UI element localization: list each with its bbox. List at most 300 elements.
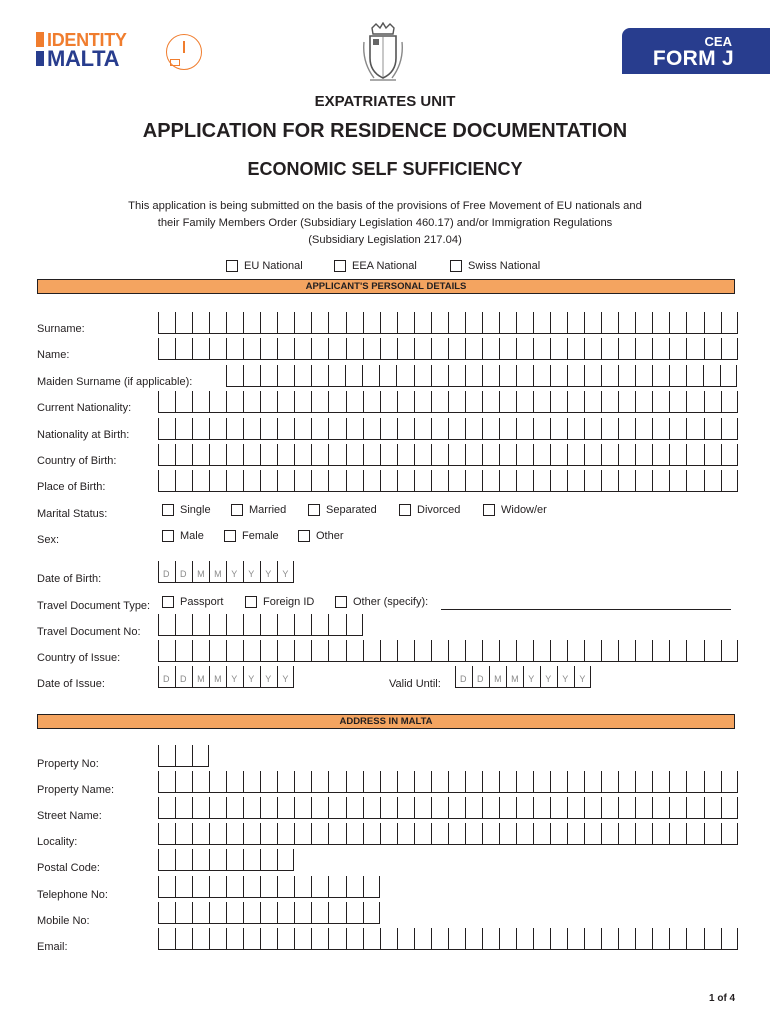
character-box[interactable] <box>516 771 533 793</box>
character-box[interactable] <box>533 444 550 466</box>
character-box[interactable] <box>192 771 209 793</box>
character-box[interactable] <box>704 640 721 662</box>
character-box[interactable] <box>465 470 482 492</box>
character-box[interactable] <box>209 876 226 898</box>
character-box[interactable] <box>431 391 448 413</box>
character-box[interactable] <box>243 902 260 924</box>
character-box[interactable] <box>175 614 192 636</box>
character-box[interactable] <box>294 470 311 492</box>
character-box[interactable] <box>721 640 738 662</box>
checkbox[interactable] <box>334 260 346 272</box>
character-box[interactable] <box>311 902 328 924</box>
character-box[interactable] <box>533 640 550 662</box>
character-box[interactable] <box>448 418 465 440</box>
character-box[interactable] <box>380 640 397 662</box>
character-box[interactable] <box>175 876 192 898</box>
character-box[interactable] <box>243 312 260 334</box>
checkbox[interactable] <box>162 596 174 608</box>
character-box[interactable] <box>431 444 448 466</box>
option-separated[interactable] <box>308 504 377 516</box>
character-box[interactable] <box>311 771 328 793</box>
character-box[interactable] <box>414 823 431 845</box>
character-box[interactable] <box>533 338 550 360</box>
character-box[interactable] <box>669 338 686 360</box>
character-box[interactable] <box>669 365 686 387</box>
checkbox[interactable] <box>245 596 257 608</box>
checkbox[interactable] <box>335 596 347 608</box>
option-female[interactable] <box>224 530 279 542</box>
character-box[interactable] <box>652 470 669 492</box>
character-box[interactable] <box>260 312 277 334</box>
character-box[interactable] <box>635 444 652 466</box>
character-box[interactable] <box>516 928 533 950</box>
character-box[interactable] <box>260 444 277 466</box>
character-box[interactable] <box>635 797 652 819</box>
character-box[interactable] <box>209 391 226 413</box>
character-box[interactable] <box>499 928 516 950</box>
character-box[interactable] <box>294 771 311 793</box>
character-box[interactable] <box>550 470 567 492</box>
character-box[interactable] <box>363 640 380 662</box>
name-input[interactable] <box>158 338 738 360</box>
character-box[interactable] <box>277 391 294 413</box>
option-single[interactable] <box>162 504 211 516</box>
character-box[interactable] <box>635 312 652 334</box>
date-digit-box[interactable] <box>574 666 591 688</box>
checkbox[interactable] <box>308 504 320 516</box>
character-box[interactable] <box>243 444 260 466</box>
character-box[interactable] <box>243 849 260 871</box>
character-box[interactable] <box>260 876 277 898</box>
character-box[interactable] <box>584 391 601 413</box>
character-box[interactable] <box>465 338 482 360</box>
character-box[interactable] <box>431 797 448 819</box>
character-box[interactable] <box>669 391 686 413</box>
character-box[interactable] <box>652 797 669 819</box>
character-box[interactable] <box>346 928 363 950</box>
character-box[interactable] <box>277 823 294 845</box>
character-box[interactable] <box>635 771 652 793</box>
character-box[interactable] <box>482 312 499 334</box>
character-box[interactable] <box>669 470 686 492</box>
character-box[interactable] <box>209 771 226 793</box>
character-box[interactable] <box>363 391 380 413</box>
character-box[interactable] <box>277 418 294 440</box>
character-box[interactable] <box>192 444 209 466</box>
checkbox[interactable] <box>231 504 243 516</box>
character-box[interactable] <box>465 797 482 819</box>
character-box[interactable] <box>243 771 260 793</box>
mobile-no-input[interactable] <box>158 902 380 924</box>
option-foreign-id[interactable] <box>245 596 314 608</box>
character-box[interactable] <box>550 771 567 793</box>
character-box[interactable] <box>516 391 533 413</box>
character-box[interactable] <box>158 418 175 440</box>
option-married[interactable] <box>231 504 286 516</box>
date-digit-box[interactable] <box>175 666 192 688</box>
character-box[interactable] <box>243 365 260 387</box>
character-box[interactable] <box>158 312 175 334</box>
character-box[interactable] <box>584 797 601 819</box>
character-box[interactable] <box>260 823 277 845</box>
character-box[interactable] <box>346 391 363 413</box>
character-box[interactable] <box>550 797 567 819</box>
character-box[interactable] <box>260 470 277 492</box>
character-box[interactable] <box>533 823 550 845</box>
character-box[interactable] <box>601 823 618 845</box>
character-box[interactable] <box>243 797 260 819</box>
character-box[interactable] <box>209 849 226 871</box>
character-box[interactable] <box>380 444 397 466</box>
date-digit-box[interactable] <box>243 561 260 583</box>
character-box[interactable] <box>175 928 192 950</box>
email-input[interactable] <box>158 928 738 950</box>
character-box[interactable] <box>175 418 192 440</box>
option-other-document[interactable] <box>335 596 428 608</box>
character-box[interactable] <box>328 365 345 387</box>
character-box[interactable] <box>499 640 516 662</box>
character-box[interactable] <box>397 928 414 950</box>
character-box[interactable] <box>721 312 738 334</box>
character-box[interactable] <box>686 823 703 845</box>
character-box[interactable] <box>704 797 721 819</box>
character-box[interactable] <box>635 470 652 492</box>
character-box[interactable] <box>243 928 260 950</box>
character-box[interactable] <box>669 797 686 819</box>
character-box[interactable] <box>328 797 345 819</box>
character-box[interactable] <box>567 418 584 440</box>
character-box[interactable] <box>277 470 294 492</box>
character-box[interactable] <box>550 312 567 334</box>
character-box[interactable] <box>260 928 277 950</box>
character-box[interactable] <box>380 312 397 334</box>
character-box[interactable] <box>533 470 550 492</box>
character-box[interactable] <box>243 391 260 413</box>
character-box[interactable] <box>482 928 499 950</box>
character-box[interactable] <box>175 470 192 492</box>
character-box[interactable] <box>499 470 516 492</box>
character-box[interactable] <box>277 365 294 387</box>
date-digit-box[interactable] <box>226 666 243 688</box>
character-box[interactable] <box>601 797 618 819</box>
character-box[interactable] <box>448 928 465 950</box>
character-box[interactable] <box>328 771 345 793</box>
character-box[interactable] <box>158 771 175 793</box>
character-box[interactable] <box>175 444 192 466</box>
character-box[interactable] <box>260 338 277 360</box>
character-box[interactable] <box>584 823 601 845</box>
character-box[interactable] <box>499 771 516 793</box>
character-box[interactable] <box>669 771 686 793</box>
surname-input[interactable] <box>158 312 738 334</box>
character-box[interactable] <box>380 418 397 440</box>
character-box[interactable] <box>652 338 669 360</box>
character-box[interactable] <box>601 312 618 334</box>
character-box[interactable] <box>328 444 345 466</box>
character-box[interactable] <box>414 470 431 492</box>
character-box[interactable] <box>550 640 567 662</box>
character-box[interactable] <box>686 640 703 662</box>
character-box[interactable] <box>226 391 243 413</box>
character-box[interactable] <box>192 338 209 360</box>
country-of-birth-input[interactable] <box>158 444 738 466</box>
character-box[interactable] <box>362 365 379 387</box>
character-box[interactable] <box>465 444 482 466</box>
character-box[interactable] <box>158 391 175 413</box>
character-box[interactable] <box>635 391 652 413</box>
character-box[interactable] <box>175 771 192 793</box>
character-box[interactable] <box>226 797 243 819</box>
character-box[interactable] <box>380 391 397 413</box>
character-box[interactable] <box>414 391 431 413</box>
date-digit-box[interactable] <box>277 561 294 583</box>
character-box[interactable] <box>175 849 192 871</box>
character-box[interactable] <box>363 902 380 924</box>
character-box[interactable] <box>328 640 345 662</box>
character-box[interactable] <box>311 614 328 636</box>
character-box[interactable] <box>584 312 601 334</box>
character-box[interactable] <box>380 338 397 360</box>
character-box[interactable] <box>192 876 209 898</box>
character-box[interactable] <box>482 771 499 793</box>
character-box[interactable] <box>328 338 345 360</box>
character-box[interactable] <box>704 823 721 845</box>
character-box[interactable] <box>346 771 363 793</box>
character-box[interactable] <box>652 444 669 466</box>
character-box[interactable] <box>482 470 499 492</box>
character-box[interactable] <box>414 771 431 793</box>
checkbox[interactable] <box>450 260 462 272</box>
character-box[interactable] <box>226 444 243 466</box>
character-box[interactable] <box>311 338 328 360</box>
locality-input[interactable] <box>158 823 738 845</box>
character-box[interactable] <box>635 640 652 662</box>
character-box[interactable] <box>209 928 226 950</box>
character-box[interactable] <box>704 928 721 950</box>
character-box[interactable] <box>618 444 635 466</box>
character-box[interactable] <box>584 444 601 466</box>
date-digit-box[interactable] <box>506 666 523 688</box>
character-box[interactable] <box>243 614 260 636</box>
character-box[interactable] <box>158 444 175 466</box>
character-box[interactable] <box>635 928 652 950</box>
character-box[interactable] <box>226 902 243 924</box>
character-box[interactable] <box>175 797 192 819</box>
date-digit-box[interactable] <box>226 561 243 583</box>
character-box[interactable] <box>397 640 414 662</box>
character-box[interactable] <box>704 771 721 793</box>
character-box[interactable] <box>414 640 431 662</box>
character-box[interactable] <box>226 640 243 662</box>
character-box[interactable] <box>584 338 601 360</box>
character-box[interactable] <box>686 771 703 793</box>
checkbox[interactable] <box>399 504 411 516</box>
character-box[interactable] <box>277 928 294 950</box>
character-box[interactable] <box>277 444 294 466</box>
character-box[interactable] <box>192 928 209 950</box>
character-box[interactable] <box>669 640 686 662</box>
character-box[interactable] <box>346 902 363 924</box>
character-box[interactable] <box>499 391 516 413</box>
character-box[interactable] <box>243 418 260 440</box>
character-box[interactable] <box>516 470 533 492</box>
character-box[interactable] <box>704 418 721 440</box>
property-no-input[interactable] <box>158 745 209 767</box>
character-box[interactable] <box>482 338 499 360</box>
character-box[interactable] <box>346 640 363 662</box>
character-box[interactable] <box>311 444 328 466</box>
character-box[interactable] <box>448 391 465 413</box>
character-box[interactable] <box>721 418 738 440</box>
character-box[interactable] <box>243 470 260 492</box>
character-box[interactable] <box>499 418 516 440</box>
character-box[interactable] <box>311 470 328 492</box>
character-box[interactable] <box>601 640 618 662</box>
character-box[interactable] <box>465 928 482 950</box>
character-box[interactable] <box>397 312 414 334</box>
character-box[interactable] <box>669 418 686 440</box>
character-box[interactable] <box>414 797 431 819</box>
character-box[interactable] <box>533 771 550 793</box>
date-digit-box[interactable] <box>192 666 209 688</box>
character-box[interactable] <box>380 470 397 492</box>
character-box[interactable] <box>431 640 448 662</box>
character-box[interactable] <box>277 312 294 334</box>
character-box[interactable] <box>346 444 363 466</box>
character-box[interactable] <box>294 365 311 387</box>
character-box[interactable] <box>686 365 703 387</box>
character-box[interactable] <box>567 391 584 413</box>
character-box[interactable] <box>533 391 550 413</box>
character-box[interactable] <box>499 338 516 360</box>
character-box[interactable] <box>158 928 175 950</box>
character-box[interactable] <box>311 797 328 819</box>
character-box[interactable] <box>209 470 226 492</box>
date-digit-box[interactable] <box>260 561 277 583</box>
character-box[interactable] <box>397 338 414 360</box>
character-box[interactable] <box>465 391 482 413</box>
character-box[interactable] <box>414 444 431 466</box>
character-box[interactable] <box>448 338 465 360</box>
character-box[interactable] <box>328 312 345 334</box>
date-digit-box[interactable] <box>489 666 506 688</box>
character-box[interactable] <box>363 797 380 819</box>
character-box[interactable] <box>533 365 550 387</box>
character-box[interactable] <box>363 338 380 360</box>
character-box[interactable] <box>294 614 311 636</box>
character-box[interactable] <box>345 365 362 387</box>
character-box[interactable] <box>652 640 669 662</box>
date-digit-box[interactable] <box>455 666 472 688</box>
character-box[interactable] <box>175 823 192 845</box>
character-box[interactable] <box>618 771 635 793</box>
character-box[interactable] <box>584 928 601 950</box>
character-box[interactable] <box>328 614 345 636</box>
character-box[interactable] <box>448 823 465 845</box>
character-box[interactable] <box>192 849 209 871</box>
other-document-specify-line[interactable] <box>441 609 731 610</box>
character-box[interactable] <box>704 338 721 360</box>
character-box[interactable] <box>550 418 567 440</box>
character-box[interactable] <box>294 312 311 334</box>
checkbox[interactable] <box>483 504 495 516</box>
character-box[interactable] <box>226 338 243 360</box>
character-box[interactable] <box>226 771 243 793</box>
character-box[interactable] <box>209 640 226 662</box>
character-box[interactable] <box>243 823 260 845</box>
character-box[interactable] <box>601 771 618 793</box>
character-box[interactable] <box>704 444 721 466</box>
character-box[interactable] <box>567 771 584 793</box>
character-box[interactable] <box>226 614 243 636</box>
character-box[interactable] <box>414 365 431 387</box>
character-box[interactable] <box>618 365 635 387</box>
option-eu-national[interactable] <box>226 260 303 272</box>
character-box[interactable] <box>669 928 686 950</box>
character-box[interactable] <box>209 312 226 334</box>
character-box[interactable] <box>158 823 175 845</box>
character-box[interactable] <box>209 797 226 819</box>
character-box[interactable] <box>226 823 243 845</box>
character-box[interactable] <box>294 797 311 819</box>
character-box[interactable] <box>448 771 465 793</box>
character-box[interactable] <box>363 444 380 466</box>
character-box[interactable] <box>465 365 482 387</box>
character-box[interactable] <box>277 338 294 360</box>
date-digit-box[interactable] <box>209 561 226 583</box>
character-box[interactable] <box>516 797 533 819</box>
character-box[interactable] <box>686 797 703 819</box>
character-box[interactable] <box>704 312 721 334</box>
character-box[interactable] <box>550 338 567 360</box>
character-box[interactable] <box>601 365 618 387</box>
date-digit-box[interactable] <box>557 666 574 688</box>
character-box[interactable] <box>192 823 209 845</box>
character-box[interactable] <box>431 928 448 950</box>
character-box[interactable] <box>294 640 311 662</box>
postal-code-input[interactable] <box>158 849 294 871</box>
character-box[interactable] <box>175 745 192 767</box>
character-box[interactable] <box>431 470 448 492</box>
character-box[interactable] <box>175 902 192 924</box>
character-box[interactable] <box>260 640 277 662</box>
character-box[interactable] <box>635 365 652 387</box>
character-box[interactable] <box>516 444 533 466</box>
character-box[interactable] <box>260 771 277 793</box>
character-box[interactable] <box>192 391 209 413</box>
character-box[interactable] <box>465 771 482 793</box>
character-box[interactable] <box>721 928 738 950</box>
option-eea-national[interactable] <box>334 260 417 272</box>
character-box[interactable] <box>397 444 414 466</box>
character-box[interactable] <box>346 338 363 360</box>
character-box[interactable] <box>346 418 363 440</box>
character-box[interactable] <box>243 876 260 898</box>
character-box[interactable] <box>380 797 397 819</box>
character-box[interactable] <box>192 470 209 492</box>
character-box[interactable] <box>721 338 738 360</box>
character-box[interactable] <box>704 391 721 413</box>
character-box[interactable] <box>499 312 516 334</box>
character-box[interactable] <box>482 797 499 819</box>
character-box[interactable] <box>482 444 499 466</box>
character-box[interactable] <box>175 391 192 413</box>
character-box[interactable] <box>601 470 618 492</box>
character-box[interactable] <box>550 823 567 845</box>
character-box[interactable] <box>311 312 328 334</box>
character-box[interactable] <box>618 928 635 950</box>
character-box[interactable] <box>721 771 738 793</box>
